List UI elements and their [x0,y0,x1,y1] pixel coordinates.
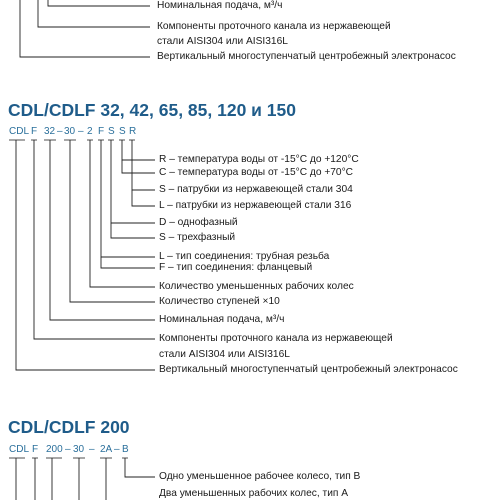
top-item-1: Компоненты проточного канала из нержавеющей [157,21,391,32]
top-item-2: стали AISI304 или AISI316L [157,36,288,47]
code-part: 30 [64,126,76,137]
code-part: CDL [9,126,30,137]
item-flange-l: L – патрубки из нержавеющей стали 316 [159,200,352,211]
section-title-200: CDL/CDLF 200 [8,417,130,437]
code-part: – [89,444,95,455]
item-conn-f: F – тип соединения: фланцевый [159,262,313,273]
model-code-200 [0,444,200,456]
item-stages: Количество ступеней ×10 [159,296,280,307]
item-temp-c: С – температура воды от -15°С до +70°С [159,167,354,178]
section-title: CDL/CDLF 32, 42, 65, 85, 120 и 150 [8,100,296,120]
code-part: F [31,126,38,137]
item-phase-d: D – однофазный [159,217,238,228]
item-flange-s: S – патрубки из нержавеющей стали 304 [159,184,353,195]
item-impeller-a: Два уменьшенных рабочих колес, тип А [159,488,349,499]
code-part: S [108,126,115,137]
code-part: B [122,444,129,455]
code-part: 30 [73,444,85,455]
code-part: S [119,126,126,137]
code-part: CDL [9,444,30,455]
code-part: F [98,126,105,137]
code-part: – [114,444,120,455]
code-part: 200 [46,444,63,455]
item-pump-type: Вертикальный многоступенчатый центробежный электронасос [159,364,458,375]
code-part: 2 [87,126,93,137]
code-part: – [57,126,63,137]
top-item-0: Номинальная подача, м³/ч [157,0,283,11]
item-reduced-impellers: Количество уменьшенных рабочих колес [159,281,354,292]
item-steel-2: стали AISI304 или AISI316L [159,349,290,360]
item-impeller-b: Одно уменьшенное рабочее колесо, тип В [159,471,361,482]
code-part: – [65,444,71,455]
code-part: R [129,126,137,137]
item-conn-l: L – тип соединения: трубная резьба [159,251,330,262]
item-steel-1: Компоненты проточного канала из нержавеющей [159,333,393,344]
code-part: 2A [100,444,113,455]
code-part: 32 [44,126,56,137]
code-part: F [32,444,39,455]
top-item-3: Вертикальный многоступенчатый центробежный электронасос [157,51,456,62]
code-part: – [78,126,84,137]
item-temp-r: R – температура воды от -15°С до +120°С [159,154,359,165]
model-code [0,126,200,138]
item-flow: Номинальная подача, м³/ч [159,314,285,325]
item-phase-s: S – трехфазный [159,232,236,243]
